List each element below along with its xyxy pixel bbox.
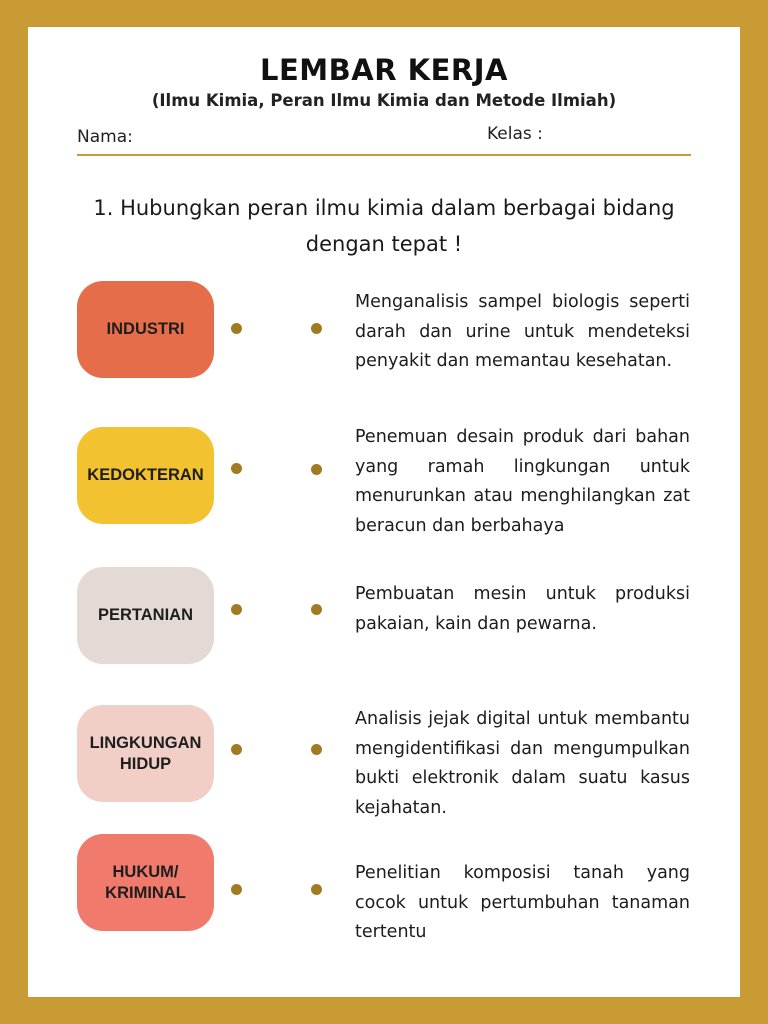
description-2: Penemuan desain produk dari bahan yang ramah lingkungan untuk menurunkan atau menghilangkan zat beracun dan berbahaya [355, 427, 690, 536]
field-label: HUKUM/ KRIMINAL [105, 862, 186, 902]
page-subtitle: (Ilmu Kimia, Peran Ilmu Kimia dan Metode Ilmiah) [151, 91, 617, 110]
field-box-kedokteran[interactable] [77, 427, 214, 524]
left-dot[interactable] [231, 463, 242, 474]
description-1: Menganalisis sampel biologis seperti darah dan urine untuk mendeteksi penyakit dan memantau kesehatan. [355, 292, 690, 371]
right-dot[interactable] [311, 884, 322, 895]
field-label: INDUSTRI [106, 320, 185, 338]
field-label: PERTANIAN [97, 606, 194, 624]
left-dot[interactable] [231, 744, 242, 755]
left-dot[interactable] [231, 884, 242, 895]
nama-label: Nama: [77, 127, 133, 147]
left-dot[interactable] [231, 604, 242, 615]
field-box-industri[interactable] [77, 281, 214, 378]
right-dot[interactable] [311, 464, 322, 475]
description-4: Analisis jejak digital untuk membantu mengidentifikasi dan mengumpulkan bukti elektronik dalam suatu kasus kejahatan. [355, 709, 690, 818]
header-rule [77, 154, 691, 156]
description-3: Pembuatan mesin untuk produksi pakaian, kain dan pewarna. [355, 584, 690, 634]
worksheet-sheet [28, 27, 740, 997]
field-box-lingkungan-hidup[interactable] [77, 705, 214, 802]
description-5: Penelitian komposisi tanah yang cocok untuk pertumbuhan tanaman tertentu [355, 863, 690, 942]
right-dot[interactable] [311, 744, 322, 755]
field-label: LINGKUNGAN HIDUP [89, 733, 202, 773]
right-dot[interactable] [311, 604, 322, 615]
right-dot[interactable] [311, 323, 322, 334]
question-text: 1. Hubungkan peran ilmu kimia dalam berbagai bidang dengan tepat ! [93, 196, 675, 256]
field-label: KEDOKTERAN [87, 466, 204, 484]
page-title: LEMBAR KERJA [260, 53, 508, 87]
kelas-label: Kelas : [487, 124, 543, 144]
field-box-hukum-kriminal[interactable] [77, 834, 214, 931]
left-dot[interactable] [231, 323, 242, 334]
field-box-pertanian[interactable] [77, 567, 214, 664]
